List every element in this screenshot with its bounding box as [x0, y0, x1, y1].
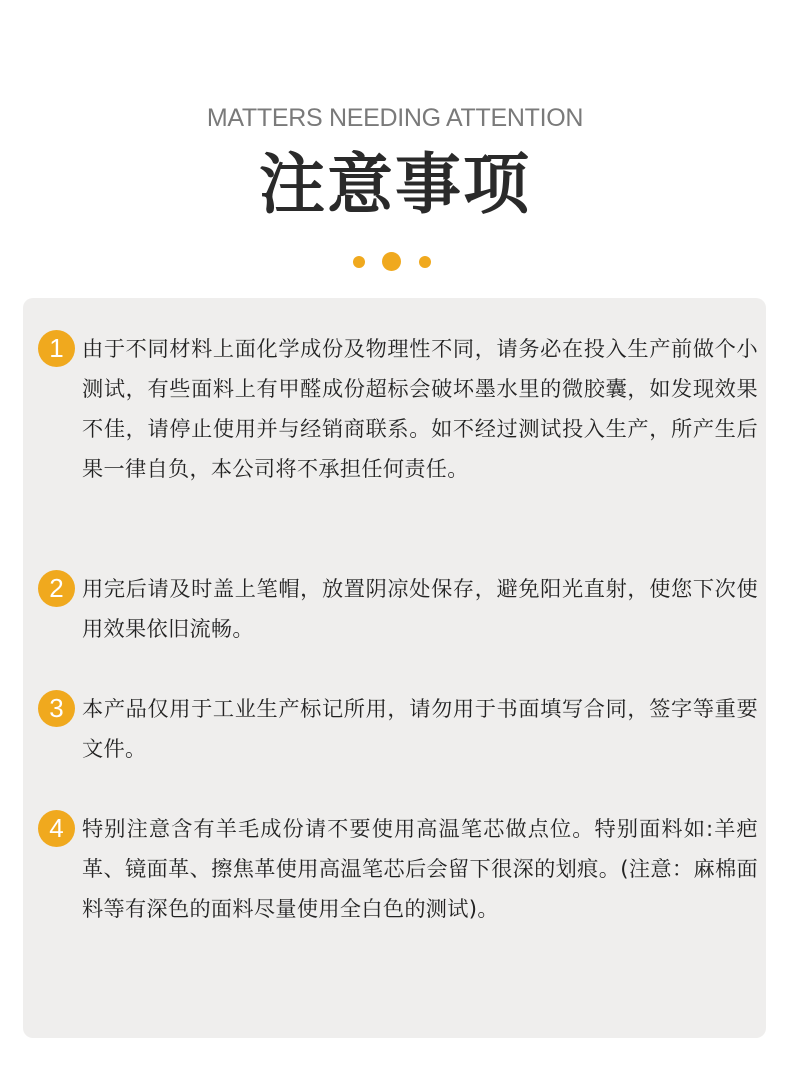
number-badge: 4 — [38, 810, 75, 847]
number-badge: 2 — [38, 570, 75, 607]
note-text: 特别注意含有羊毛成份请不要使用高温笔芯做点位。特别面料如:羊疤革、镜面革、擦焦革使用高温笔芯后会留下很深的划痕。(注意：麻棉面料等有深色的面料尽量使用全白色的测试)。 — [82, 816, 758, 921]
dot-icon — [353, 256, 365, 268]
notes-panel — [23, 298, 766, 1038]
dot-icon — [382, 252, 401, 271]
number-badge: 3 — [38, 690, 75, 727]
note-text: 用完后请及时盖上笔帽，放置阴凉处保存，避免阳光直射，使您下次使用效果依旧流畅。 — [82, 576, 758, 641]
note-text: 由于不同材料上面化学成份及物理性不同，请务必在投入生产前做个小测试，有些面料上有甲醛成份超标会破坏墨水里的微胶囊，如发现效果不佳，请停止使用并与经销商联系。如不经过测试投入生产，所产生后果一律自负，本公司将不承担任何责任。 — [82, 336, 758, 481]
dot-icon — [419, 256, 431, 268]
note-text: 本产品仅用于工业生产标记所用，请勿用于书面填写合同，签字等重要文件。 — [82, 696, 758, 761]
header-subtitle: MATTERS NEEDING ATTENTION — [206, 104, 584, 132]
decorative-dots — [0, 251, 790, 273]
number-badge: 1 — [38, 330, 75, 367]
page-title: 注意事项 — [259, 146, 531, 223]
